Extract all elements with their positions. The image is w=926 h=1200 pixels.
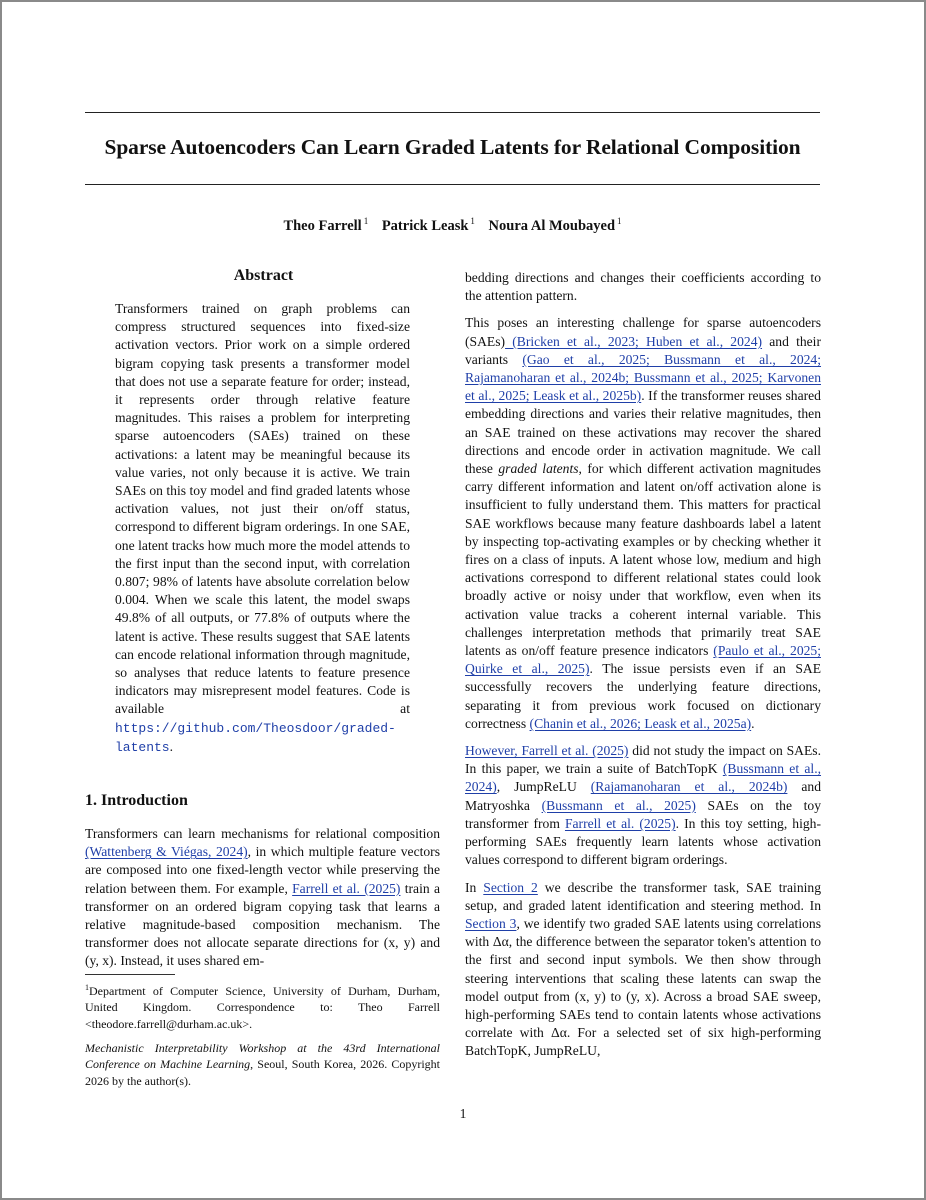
paragraph-text: This poses an interesting challenge for sparse autoencoders (SAEs) bbox=[465, 315, 821, 349]
citation-link[interactable]: (Bussmann et al., 2025) bbox=[541, 797, 696, 813]
abstract-body-text: Transformers trained on graph problems can compress structured sequences into fixed-size activation vectors. Prior work on a simple ordered bigram copying task presents a transformer model that does not use a separate feature for order; instead, it represents order through relative feature magnitudes. This raises a problem for interpreting sparse autoencoders (SAEs) trained on these activations: a latent may be meaningful because its value varies, not only because it is active. We train SAEs on this toy model and find graded latents whose activation values, not just their on/off status, correspond to different bigram orderings. In one SAE, one latent tracks how much more the model attends to the first input than the second input, with correlation 0.807; 98% of latents have absolute correlation below 0.004. When we scale this latent, the model swaps 49.8% of all outputs, or 77.8% of outputs where the latent is active. These results suggest that SAE latents can encode relational information through magnitude, so analyses that reduce latents to feature presence indicators may misrepresent model features. Code is available at bbox=[115, 301, 410, 717]
author bbox=[489, 218, 622, 234]
page-number: 1 bbox=[459, 1106, 467, 1121]
footnote-rule bbox=[85, 974, 175, 975]
abstract-end: . bbox=[169, 738, 174, 754]
paragraph-text: . In this toy setting, high-performing SAEs frequently learn latents whose activation values correspond to different bigram orderings. bbox=[465, 815, 821, 868]
affiliation-mark: 1 bbox=[363, 216, 369, 226]
paragraph-text: , we identify two graded SAE latents using correlations with Δα, the difference between the separator token's attention to the first and second input symbols. We then show through steering interventions that scaling these latents can swap the model output from (x, y) to (y, x). Across a broad SAE sweep, high-performing SAEs tend to contain latents whose activations correlate with Δα. For a selected set of six high-performing BatchTopK, JumpReLU, bbox=[465, 915, 821, 1059]
citation-link[interactable]: (Chanin et al., 2026; Leask et al., 2025a) bbox=[529, 715, 752, 731]
section-heading-introduction: 1. Introduction bbox=[85, 792, 188, 809]
paragraph-text: SAEs on the toy transformer from bbox=[465, 797, 822, 831]
abstract-text bbox=[115, 300, 410, 757]
section-link[interactable]: Section 3 bbox=[465, 915, 517, 931]
paragraph-text: In bbox=[465, 879, 484, 895]
paragraph bbox=[465, 269, 821, 305]
paragraph bbox=[465, 879, 821, 1061]
paragraph bbox=[465, 314, 821, 733]
paragraph-text: and Matryoshka bbox=[465, 779, 822, 813]
paragraph-text: , JumpReLU bbox=[496, 779, 591, 795]
author-list bbox=[85, 216, 820, 235]
paragraph-text: . If the transformer reuses shared embedding directions and varies their relative magnitudes, then an SAE trained on these activations may recover the shared directions and encode order in activation magnitude. We call these bbox=[465, 388, 821, 477]
code-link[interactable]: https://github.com/Theosdoor/graded-latents bbox=[115, 720, 396, 755]
affiliation-mark: 1 bbox=[470, 216, 475, 226]
paragraph-text: and their variants bbox=[465, 333, 821, 367]
author bbox=[382, 218, 475, 234]
intro-text: Transformers can learn mechanisms for relational composition bbox=[85, 826, 440, 841]
citation-link[interactable]: (Bricken et al., 2023; Huben et al., 2024) bbox=[505, 333, 763, 349]
title-rule-top bbox=[85, 112, 820, 113]
citation-link[interactable]: (Wattenberg & Viégas, 2024) bbox=[85, 844, 248, 860]
affiliation-footnote bbox=[85, 980, 440, 1032]
citation-link[interactable]: Farrell et al. (2025) bbox=[564, 815, 676, 831]
citation-link[interactable]: (Gao et al., 2025; Bussmann et al., 2024; Rajamanoharan et al., 2024b; Bussmann et al., 2025; Karvonen et al., 2025; Leask et al., 2025b) bbox=[465, 351, 822, 404]
footnote-text: Department of Computer Science, University of Durham, Durham, United Kingdom. Correspondence to: Theo Farrell <theodore.farrell@durham.ac.uk>. bbox=[85, 984, 440, 1031]
right-column bbox=[465, 269, 821, 1070]
citation-link[interactable]: Farrell et al. (2025) bbox=[292, 880, 401, 896]
intro-paragraph bbox=[85, 825, 440, 971]
paper-title: Sparse Autoencoders Can Learn Graded Latents for Relational Composition bbox=[104, 135, 801, 159]
paper-page bbox=[2, 2, 924, 1198]
author-name: Theo Farrell bbox=[283, 217, 362, 234]
citation-link[interactable]: (Bussmann et al., 2024) bbox=[465, 761, 822, 795]
intro-text: , in which multiple feature vectors are composed into one fixed-length vector while preserving the relation between them. For example, bbox=[85, 844, 440, 896]
paragraph-text: bedding directions and changes their coefficients according to the attention pattern. bbox=[465, 270, 821, 304]
intro-text: train a transformer on an ordered bigram copying task that learns a relative magnitude-based composition mechanism. The transformer does not allocate separate directions for (x, y) and (y, x). Instead, it uses shared em- bbox=[85, 880, 440, 969]
citation-link[interactable]: (Rajamanoharan et al., 2024b) bbox=[590, 779, 788, 795]
paragraph-text: we describe the transformer task, SAE training setup, and graded latent identification and steering method. In bbox=[465, 879, 821, 913]
title-rule-bottom bbox=[85, 184, 820, 185]
paragraph-text: , for which different activation magnitudes carry different information and latent on/off activation alone is insufficient to fully understand them. This matters for practical SAE workflows because many feature dashboards label a latent by inspecting top-activating examples or by checking whether it fires on a class of inputs. A latent whose low, medium and high activations correspond to different relational states could look broadly active or noisy under that workflow, even when its activation value tracks a coherent internal variable. This challenges interpretation methods that primarily treat SAE latents as on/off feature presence indicators bbox=[465, 461, 821, 659]
author bbox=[283, 218, 368, 234]
venue-rest: , Seoul, South Korea, 2026. Copyright 2026 by the author(s). bbox=[85, 1057, 441, 1088]
affiliation-mark: 1 bbox=[617, 216, 622, 226]
section-link[interactable]: Section 2 bbox=[483, 879, 538, 895]
author-name: Noura Al Moubayed bbox=[488, 217, 616, 234]
venue-note bbox=[85, 1040, 440, 1089]
paragraph-text: . bbox=[751, 715, 755, 731]
citation-link[interactable]: However, Farrell et al. (2025) bbox=[465, 743, 629, 759]
citation-link[interactable]: (Paulo et al., 2025; Quirke et al., 2025) bbox=[465, 643, 821, 677]
emphasis-text: graded latents bbox=[498, 461, 579, 477]
footnote-mark: 1 bbox=[85, 983, 89, 992]
paragraph-text: . The issue persists even if an SAE successfully recovers the underlying feature directions, separating it from previous work focused on dictionary correctness bbox=[465, 661, 821, 731]
abstract-heading: Abstract bbox=[233, 267, 294, 284]
author-name: Patrick Leask bbox=[381, 217, 469, 234]
paragraph bbox=[465, 742, 821, 869]
venue-name: Mechanistic Interpretability Workshop at the 43rd International Conference on Machine Learning bbox=[85, 1041, 440, 1072]
paragraph-text: did not study the impact on SAEs. In this paper, we train a suite of BatchTopK bbox=[465, 743, 821, 777]
